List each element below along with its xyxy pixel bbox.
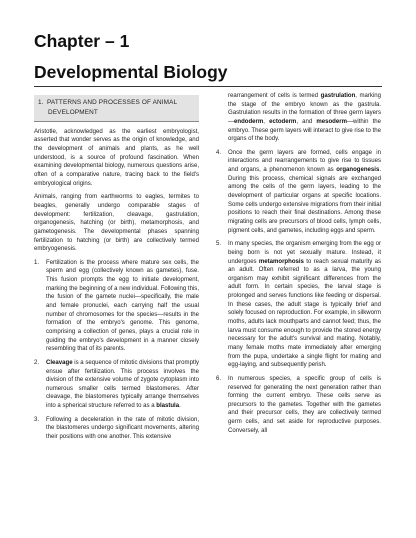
chapter-title: Developmental Biology [34, 62, 228, 82]
term-mesoderm: mesoderm [316, 118, 347, 125]
cont-end: —within the embryo. These germ layers will interact to give rise to the organs of the body. [228, 118, 381, 143]
chapter-heading: Chapter – 1 [34, 31, 130, 51]
left-column [34, 92, 199, 447]
list-item-text: In many species, the organism emerging from the egg or being born is not yet sexually mature. Instead, it undergoes [228, 241, 381, 265]
list-item-organogenesis [216, 149, 381, 235]
list-item-metamorphosis [216, 240, 381, 370]
section-title-line1: PATTERNS AND PROCESSES OF ANIMAL [47, 99, 178, 106]
list-item-text: In numerous species, a specific group of cells is reserved for generating the next generation rather than forming the current embryo. These cells serve as precursors to the gametes. Together with the gametes and their precursor cells, they are collectively termed germ cells, and set aside for reproductive purposes. Conversely, all [228, 375, 381, 434]
cont-sep1: , [263, 118, 270, 125]
list-item-fertilization [34, 259, 199, 354]
section-title-line2: DEVELOPMENT [48, 108, 98, 116]
list-item-text: is a sequence of mitotic divisions that promptly ensue after fertilization. This process involves the division of the extensive volume of zygote cytoplasm into numerous smaller cells termed blastomeres. After cleavage, the blastomeres typically arrange themselves into a spherical structure referred to as a [46, 359, 199, 410]
term-ectoderm: ectoderm [269, 118, 297, 125]
cont-mid: , marking the stage of the embryo known as the gastrula. Gastrulation results in the formation of three germ layers— [228, 93, 382, 125]
list-item-text: Once the germ layers are formed, cells engage in interactions and rearrangements to give rise to tissues and organs, a phenomenon known as [228, 149, 381, 174]
list-item-number: 5. [216, 241, 222, 248]
list-item-text: Following a deceleration in the rate of mitotic division, the blastomeres undergo significant movements, altering their positions with one another. This extensive [46, 416, 199, 440]
list-item-text-post: . During this process, chemical signals are exchanged among the cells of the germ layers, leading to the development of particular organs at specific locations. Some cells undergo extensive migrations from their initial positions to reach their final destinations. Among these migrating cells are precursors of blood cells, lymph cells, pigment cells, and gametes, including eggs and sperm. [228, 167, 381, 234]
section-number: 1. [38, 99, 44, 106]
list-item-number: 6. [216, 375, 222, 382]
term-metamorphosis: metamorphosis [258, 258, 304, 265]
list-item-text: Fertilization is the process where mature sex cells, the sperm and egg (collectively known as gametes), fuse. This fusion prompts the egg to initiate development, marking the beginning of a new individual. Following this, the fusion of the gamete nuclei—specifically, the male and female pronuclei, each carrying half the usual number of chromosomes for the species—results in the formation of the embryo's genome. This genome, comprising a collection of genes, plays a crucial role in guiding the embryo's development in a manner closely resembling that of its parents. [46, 259, 199, 353]
list-item-gastrulation-intro [34, 416, 199, 442]
title-divider [34, 86, 382, 87]
list-item-text-post: to reach sexual maturity as an adult. Often referred to as a larva, the young organism may exhibit significant differences from the adult form. In certain species, the larval stage is prolonged and serves functions like feeding or dispersal. In these cases, the adult stage is typically brief and solely focused on reproduction. For example, in silkworm moths, adults lack mouthparts and cannot feed; thus, the larva must consume enough to provide the stored energy necessary for the adult's survival and mating. Notably, many female moths mate immediately after emerging from the pupa, undertake a single flight for mating and egg-laying, and subsequently perish. [228, 258, 381, 369]
section-heading-box [34, 95, 199, 122]
term-cleavage: Cleavage [46, 359, 73, 366]
list-item-gastrulation-continued [216, 92, 381, 144]
right-column [216, 92, 381, 440]
term-blastula: blastula [156, 403, 180, 410]
cont-sep2: , and [296, 118, 317, 125]
list-item-number: 2. [34, 359, 40, 366]
list-item-germ-cells [216, 375, 381, 435]
term-organogenesis: organogenesis [336, 167, 380, 174]
intro-paragraph-2: Animals, ranging from earthworms to eagles, termites to beagles, generally undergo comparable stages of development: fertilization, cleavage, gastrulation, organogenesis, hatching (or birth), metamorphosis, and gametogenesis. The developmental phases spanning fertilization to hatching (or birth) are collectively termed embryogenesis. [34, 194, 199, 253]
term-gastrulation: gastrulation [320, 93, 356, 99]
term-endoderm: endoderm [234, 118, 264, 125]
list-item-number: 1. [34, 259, 40, 266]
continued-text [228, 93, 381, 142]
list-item-cleavage [34, 359, 199, 411]
cont-pre: rearrangement of cells is termed [228, 93, 321, 99]
list-item-end: . [179, 403, 181, 410]
intro-paragraph-1: Aristotle, acknowledged as the earliest embryologist, asserted that wonder serves as the origin of knowledge, and the development of animals and plants, as he well understood, is a source of profound fascination. When examining developmental biology, numerous questions arise, often of a comparative nature, tracing back to the field's embryological origins. [34, 128, 199, 187]
list-item-number: 3. [34, 416, 40, 423]
list-item-number: 4. [216, 149, 222, 156]
